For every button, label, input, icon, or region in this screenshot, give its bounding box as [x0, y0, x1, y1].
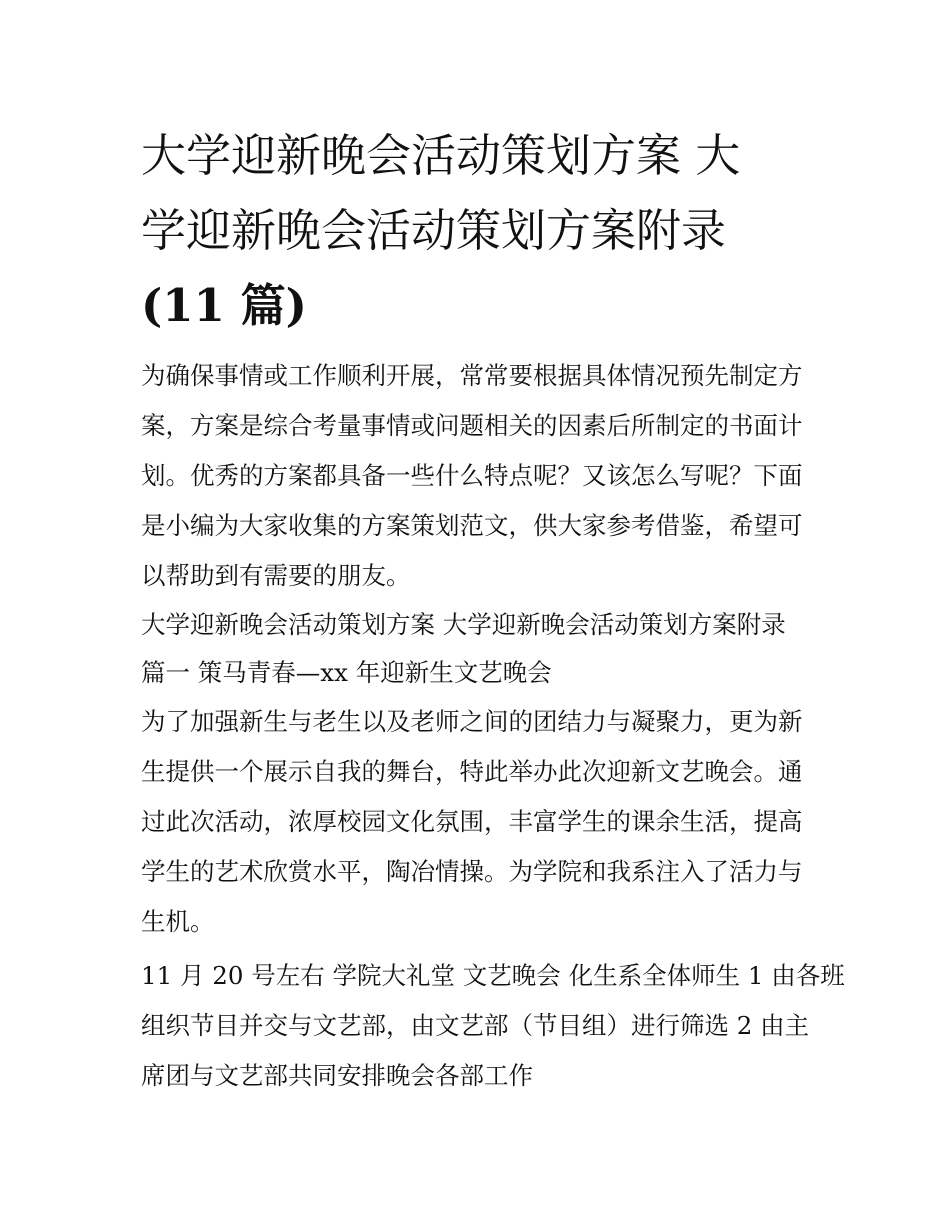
title-line: (11 篇): [141, 279, 307, 332]
text-line: 席团与文艺部共同安排晚会各部工作: [141, 1061, 533, 1090]
text-line: 大学迎新晚会活动策划方案 大学迎新晚会活动策划方案附录: [141, 610, 786, 639]
text-line: 是小编为大家收集的方案策划范文，供大家参考借鉴，希望可: [141, 511, 803, 540]
text-line: 学生的艺术欣赏水平，陶冶情操。为学院和我系注入了活力与: [141, 857, 803, 886]
text-line: 案，方案是综合考量事情或问题相关的因素后所制定的书面计: [141, 411, 803, 440]
text-line: 过此次活动，浓厚校园文化氛围，丰富学生的课余生活，提高: [141, 807, 803, 836]
text-line: 生机。: [141, 907, 215, 936]
title-line: 大学迎新晚会活动策划方案 大: [141, 129, 741, 182]
title-line: 学迎新晚会活动策划方案附录: [141, 204, 727, 257]
text-line: 为确保事情或工作顺利开展，常常要根据具体情况预先制定方: [141, 361, 803, 390]
document-page: [141, 118, 845, 1101]
text-line: 11 月 20 号左右 学院大礼堂 文艺晚会 化生系全体师生 1 由各班: [141, 961, 845, 990]
intro-paragraph: [141, 351, 821, 601]
text-line: 组织节目并交与文艺部，由文艺部（节目组）进行筛选 2 由主: [141, 1011, 810, 1040]
text-line: 篇一 策马青春—xx 年迎新生文艺晚会: [141, 658, 552, 687]
purpose-paragraph: [141, 697, 821, 947]
text-line: 生提供一个展示自我的舞台，特此举办此次迎新文艺晚会。通: [141, 757, 803, 786]
text-line: 划。优秀的方案都具备一些什么特点呢？又该怎么写呢？下面: [141, 461, 803, 490]
text-line: 为了加强新生与老生以及老师之间的团结力与凝聚力，更为新: [141, 707, 803, 736]
text-line: 以帮助到有需要的朋友。: [141, 561, 411, 590]
section-heading: [141, 601, 821, 697]
details-paragraph: [141, 951, 845, 1101]
document-title: [141, 118, 821, 343]
